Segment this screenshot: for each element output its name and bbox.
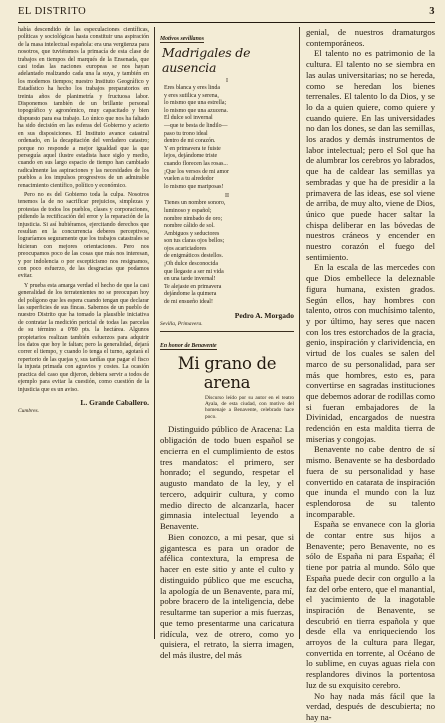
verse-line: nombre nimbado de oro; — [164, 215, 223, 222]
author-signature: L. Grande Caballero. — [80, 397, 149, 407]
paragraph: había descendido de las especulaciones científicas, políticas y sociológicas hasta constituir una aspiración de la masa intelectual española: era una vergüenza para nosotros, que tuviéramos la primacía de esta clase de trabajos en tiempos del marqués de la Ensenada, que casi todas las naciones europeas se nos hayan adelantado realizando cada una la suya, y también en los modernos tiempos; nuestro Instituto Geográfico y Estadístico ha hecho los trabajos preparatorios en treinta años de planimetría y fructuosa labor. Disponemos también de un brillante personal topográfico y agronómico, muy capacitado y bien dispuesto para esa trabajo. Lo único que nos ha faltado ha sido decisión en las esferas del Gobierno y acierto en sus disposiciones. El Instituto avance catastral ordenado, en la decapitación del verdadero catastro; porque no responde a mejor igualdad que la que perseguía aquel ilustre estadista hace siglo y medio, cuando en sus largo espacio de tiempo han cambiado radicalmente las aspiraciones y las necesidades de los pueblos a los impulsos progresivos de un admirable renacimiento científico, político y económico. — [18, 27, 149, 189]
verse-line: ¡Que los versos de mi amor — [164, 168, 229, 175]
page-header — [18, 6, 435, 23]
tribute-label: En honor de Benavente — [160, 342, 217, 349]
column-2 — [155, 27, 300, 660]
verse-line: nombre cálido de sol. — [164, 223, 215, 230]
newspaper-title: EL DISTRITO — [18, 6, 87, 17]
verse-line: que llegaste a ser mi vida — [164, 268, 224, 275]
verse-line: —que te besta de lindilo— — [164, 122, 228, 129]
place-line: Cumbres. — [18, 407, 40, 414]
verse-line: cuando florecen las rosas... — [164, 160, 228, 167]
verse-line: luminoso y español; — [164, 207, 212, 214]
section-divider — [160, 331, 294, 332]
stanza-number: II — [224, 193, 229, 200]
verse-line: vuelen a tu alrededor — [164, 176, 214, 183]
verse-line: Te alejaste en primavera — [164, 283, 222, 290]
speech-article-continued — [306, 27, 435, 723]
verse-line: Ambiguos y seductores — [164, 230, 220, 237]
verse-line: Y en primavera te fuiste — [164, 145, 221, 152]
paragraph: genial, de nuestros dramaturgos contemporáneos. — [305, 27, 435, 48]
paragraph: En la escala de las mercedes con que Dios embellece la deleznable figura humana, existen grados. Según ellos, hay hombres con talento, otros con muchísimo talento, y por último, hay seres que nacen con los tres estorchados de la gracia, genio, inspiración y clarividencia, en virtud de los cuales se salen del marco de su personalidad, para ser más que hombres, esto es, para convertirse en sagradas instituciones que debemos adorar de rodillas como si fueran embajadores de la Divinidad, encargados de nuestra redención en esta maldita tierra de miserias y congojas. — [305, 262, 435, 444]
poem-title: Madrigales de ausencia — [162, 45, 251, 75]
place-line: Sevilla, Primavera. — [160, 320, 203, 327]
verse-line: Tienes un nombre sonoro, — [164, 200, 226, 207]
paragraph: No hay nada más fácil que la verdad, después de descubierta; no hay na- — [305, 690, 435, 722]
page-number: 3 — [429, 6, 435, 17]
poem-stanza-1 — [160, 85, 294, 191]
article-intro: Discurso leído por su autor en el teatro Ayala, de esta ciudad, con motivo del homenaje a Benavente, celebrado hace poco. — [205, 394, 294, 420]
verse-line: de mi ensueño ideal! — [164, 299, 213, 306]
verse-line: paso tu trono ideal — [164, 130, 208, 137]
verse-line: lejos, dejándome triste — [164, 153, 218, 160]
verse-line: dentro de mi corazón. — [164, 138, 216, 145]
verse-line: ojos acariciadores — [164, 245, 207, 252]
poem-stanza-2 — [160, 200, 294, 306]
paragraph: Bien conozco, a mi pesar, que si gigantesca es para un orador de afélica contextura, la empresa de hacer en este sitio y ante el culto y distinguido público que me escucha, la apología de un Benavente, para mí, pobre bracero de la inteligencia, debe resultarme tan superior a mis fuerzas, que temo presentarme una caricatura ridícula, vez de otrero, como yo quisiera, el retrato, la sierra imagen, del más ilustre, del más — [160, 531, 294, 660]
verse-line: lo mismo que una azucena. — [164, 107, 228, 114]
paragraph: Benavente no cabe dentro de sí mismo. Benavente se ha desbordado fuera de su personalidad y hase convertido en catarata de inspiración que inunda el mundo con la luz esplendorosa de su talento incomparable. — [305, 444, 435, 519]
verse-line: lo mismo que mariposas! — [164, 183, 224, 190]
verse-line: lo mismo que una estrella; — [164, 100, 227, 107]
verse-line: son tus claras ojos bellos; — [164, 238, 225, 245]
column-3 — [300, 27, 435, 722]
poem-signature: Pedro A. Morgado — [234, 310, 294, 320]
verse-line: de enigmáticos destellos. — [164, 253, 224, 260]
paragraph: Y prueba esta amarga verdad el hecho de que la casi generalidad de los terratenientes no se preocupan hoy del polígono que les espera cuando tengan que declarar las superficies de sus fincas. Sabemos de un pueblo de nuestro Distrito que ha tomado la plausible iniciativa de contratar la medición pericial de todas las parcelas de su término a 0'80 pts. la hectárea. Algunos propietarios realizan también esfuerzos para adquirir los datos que hoy le faltan; pero la generalidad, dejará correr el tiempo, y cuando lo tenga el turno, agotará el repertorio de las quejas y, sus tardías que pagar el fisco la injusta primada con agravios y costes. La ocasión practica del caso que dijeron, debiera servir a todos de ejemplo para evitar la cuestión, como cuestión de la injusticia que es un aviso. — [18, 282, 149, 393]
paragraph: Pero no es del Gobierno toda la culpa. Nosotros tenemos la de no sacrificar prejuicios, simplezas y protestas de todos los pueblos, clases y corporaciones, pidiendo la rectificación del error y la reparación de la injusticia. Si así hubiéramos, ejercitando derechos que resultan en la concurrencia deberes perceptivos, lograríamos seguramente que los trabajos catastrales se hicieran con mejores orientaciones. Pero nos preocupamos poco de las cosas que más nos interesan, y por indolencia o por escepticismo nos resignamos, con poco esfuerzo, de las desgracias que podamos evitar. — [18, 191, 149, 280]
verse-line: ¡Oh dulce desconocida — [164, 261, 218, 268]
verse-line: El dulce sol invernal — [164, 115, 213, 122]
verse-line: dejándome la quimera — [164, 291, 217, 298]
speech-article — [160, 424, 294, 661]
columns — [18, 27, 435, 722]
paragraph: España se envanece con la gloria de contar entre sus hijos a Benavente; pero Benavente, no es sólo de España ni para España; él tiene por patria al mundo. Sólo que España puede decir con orgullo a la faz del orbe entero, que el manantial, el yacimiento de la inagotable inspiración de Benavente, se descubrió en tierra española y que desde ella va enriqueciendo los arroyos de la cultura para llegar, convertida en torrente, al Océano de lo sublime, en cuyas aguas riela con resplandores divinos la portentosa luz de su exquisito cerebro. — [305, 519, 435, 690]
paragraph: El talento no es patrimonio de la cultura. El talento no se siembra en las aulas universitarias; no se hereda, como se heredan los bienes terrenales. El talento lo da Dios, y se lo da a quien quiere, como quiere y cuando quiere. En las universidades no dan los dones, se dan las semillas, los arados y demás instrumentos de labor intelectual; pero el Sol que ha de alumbrar los cerebros yo labrados, que ha de caldear las semillas ya sembradas y que ha de presidir a la primavera de las ideas, ese sol viene de arriba, de muy alto, viene de Dios, único que puede hacer saltar la chispa deliberar en las bóvedas de nuestros cráneos y encender en nuestro corazón el fuego del sentimiento. — [305, 48, 435, 262]
verse-line: en una tarde invernal! — [164, 276, 216, 283]
column-1 — [18, 27, 155, 639]
article-title: Mi grano de arena — [177, 353, 277, 392]
section-label: Motivos sevillanos — [160, 36, 204, 42]
catastro-article — [18, 27, 149, 394]
stanza-number: I — [225, 78, 228, 84]
verse-line: Eres blanca y eres linda — [164, 85, 220, 91]
verse-line: y eres sutilica y serena, — [164, 92, 219, 99]
paragraph: Distinguido público de Aracena: La obligación de todo buen español se encierra en el cumplimiento de estos tres mandatos: el primero, ser honrado; el segundo, respetar el augusto mandato de la ley, y el tercero, adquirir cultura, y como medio directo de alcanzarla, hacer gimnasia intelectual leyendo a Benavente. — [160, 424, 294, 531]
